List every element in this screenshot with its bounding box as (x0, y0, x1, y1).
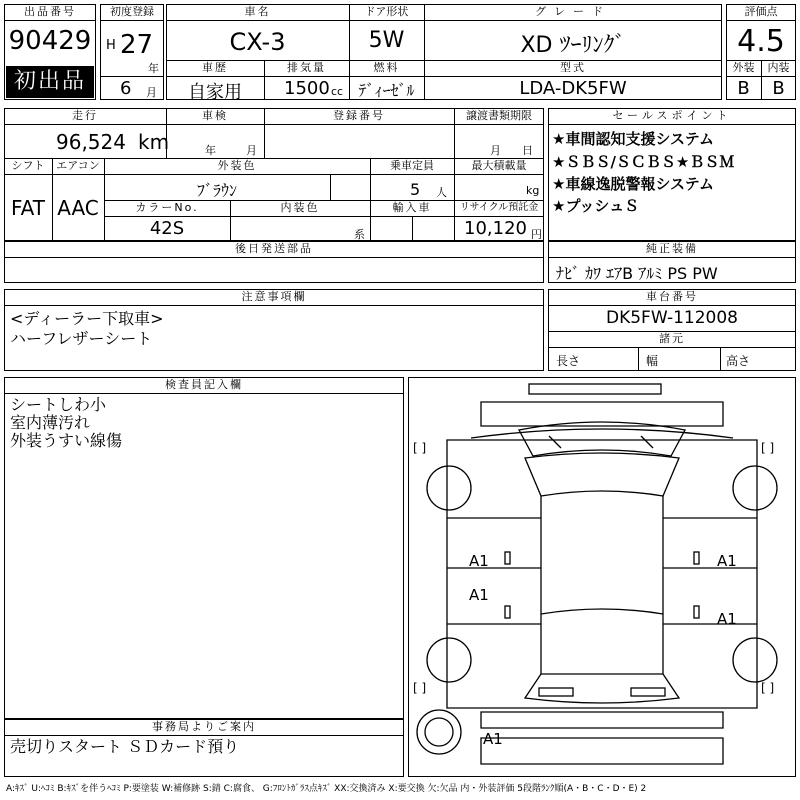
inspector-note-1: シートしわ小 (10, 395, 107, 414)
exterior-header: 外装 (732, 61, 755, 74)
sales-point-4: ★プッシュＳ (552, 197, 640, 215)
recycle-unit: 円 (531, 228, 542, 241)
interior-grade: B (772, 78, 785, 99)
svg-text:[ ]: [ ] (413, 441, 427, 455)
inspection-month-unit: 月 (246, 144, 257, 157)
month-unit: 月 (146, 86, 157, 99)
aircon: AAC (57, 196, 99, 220)
spec-width: 幅 (646, 354, 659, 368)
interior-header: 内装 (767, 61, 790, 74)
era-prefix: H (106, 38, 116, 53)
chassis-header: 車台番号 (646, 290, 698, 303)
specs-header: 諸元 (659, 332, 685, 345)
notes-header: 注意事項欄 (241, 290, 307, 303)
spec-length: 長さ (556, 354, 581, 368)
svg-text:[ ]: [ ] (413, 681, 427, 695)
spec-height: 高さ (726, 354, 751, 368)
color-no: 42S (149, 218, 185, 239)
mileage-header: 走行 (72, 109, 98, 122)
transfer-day-unit: 日 (522, 144, 533, 157)
svg-text:[ ]: [ ] (761, 681, 775, 695)
recycle-header: リサイクル預託金 (459, 202, 539, 213)
year-unit: 年 (148, 62, 159, 75)
model-code-header: 型式 (560, 61, 586, 74)
sales-point-3: ★車線逸脱警報システム (552, 175, 714, 193)
first-listing-badge: 初出品 (6, 66, 94, 98)
sales-point-2: ★ＳＢＳ/ＳＣＢＳ★ＢＳＭ (552, 153, 735, 171)
sales-points-header: セールスポイント (612, 109, 732, 122)
inspector-note-3: 外装うすい線傷 (10, 431, 123, 450)
score: 4.5 (737, 24, 785, 59)
int-color-unit: 系 (354, 228, 365, 241)
ext-color: ﾌﾞﾗｳﾝ (196, 181, 237, 200)
car-outline-diagram (409, 378, 795, 776)
office-note: 売切りスタート ＳＤカード預り (10, 737, 240, 756)
note-1: <ディーラー下取車> (10, 309, 164, 328)
damage-right-front-door: A1 (717, 552, 737, 570)
color-no-header: カラーNo. (135, 201, 199, 214)
ext-color-header: 外装色 (217, 159, 257, 172)
damage-rear-bumper: A1 (483, 730, 503, 748)
load-unit: kg (526, 184, 540, 197)
mileage-unit: km (138, 130, 170, 154)
fuel-header: 燃料 (373, 61, 400, 74)
car-name: CX-3 (229, 28, 286, 56)
capacity-unit: 人 (436, 186, 447, 199)
equipment-header: 純正装備 (646, 242, 698, 255)
note-2: ハーフレザーシート (10, 329, 153, 348)
lot-number-header: 出品番号 (4, 4, 96, 21)
history-header: 車歴 (202, 61, 228, 74)
registration-month: 6 (120, 78, 132, 99)
mileage: 96,524 (56, 130, 126, 154)
shift-header: シフト (11, 159, 45, 172)
displacement-header: 排気量 (287, 61, 326, 74)
sales-point-1: ★車間認知支援システム (552, 130, 714, 148)
inspector-header: 検査員記入欄 (165, 378, 243, 391)
history: 自家用 (188, 82, 242, 103)
displacement: 1500 (284, 78, 330, 99)
reg-no-header: 登録番号 (333, 109, 385, 122)
car-name-header: 車名 (244, 5, 271, 18)
svg-text:[ ]: [ ] (761, 441, 775, 455)
capacity-header: 乗車定員 (390, 159, 434, 172)
int-color-header: 内装色 (280, 201, 320, 214)
damage-left-front-door: A1 (469, 552, 489, 570)
max-load-header: 最大積載量 (471, 159, 527, 172)
damage-left-rear-door: A1 (469, 586, 489, 604)
legend: A:ｷｽﾞ U:ﾍｺﾐ B:ｷｽﾞを伴うﾍｺﾐ P:要塗装 W:補修跡 S:錆 C:腐食、 G:ﾌﾛﾝﾄｶﾞﾗｽ点ｷｽﾞ XX:交換済み X:要交換 欠:欠品 内・外装評価 5段階ﾗﾝｸ順(A・B・C・D・E) 2 (6, 784, 647, 794)
score-header: 評価点 (744, 5, 778, 18)
door-type: 5W (368, 28, 405, 53)
grade: XD ﾂｰﾘﾝｸﾞ (520, 33, 626, 58)
office-header: 事務局よりご案内 (152, 720, 256, 733)
shift: FAT (10, 196, 45, 220)
door-header: ドア形状 (364, 5, 409, 18)
inspection-header: 車検 (202, 109, 228, 122)
inspector-note-2: 室内薄汚れ (10, 413, 91, 432)
first-registration-header: 初度登録 (100, 4, 164, 21)
lot-number: 90429 (8, 26, 92, 56)
damage-right-rear-door: A1 (717, 610, 737, 628)
chassis-number: DK5FW-112008 (606, 308, 738, 328)
registration-year: 27 (120, 30, 154, 60)
transfer-deadline-header: 譲渡書類期限 (466, 109, 532, 122)
model-code: LDA-DK5FW (519, 78, 627, 99)
exterior-grade: B (737, 78, 750, 99)
fuel: ﾃﾞｨｰｾﾞﾙ (358, 81, 415, 100)
aircon-header: エアコン (56, 159, 100, 172)
later-parts-header: 後日発送部品 (235, 242, 313, 255)
recycle-fee: 10,120 (464, 218, 527, 239)
transfer-month-unit: 月 (490, 144, 501, 157)
damage-diagram (408, 377, 796, 777)
capacity: 5 (410, 180, 421, 199)
inspection-year-unit: 年 (205, 144, 216, 157)
displacement-unit: cc (331, 85, 344, 98)
import-header: 輸入車 (392, 201, 432, 214)
equipment: ﾅﾋﾞ ｶﾜ ｴｱB ｱﾙﾐ PS PW (556, 264, 718, 283)
grade-header: グレード (535, 5, 611, 18)
